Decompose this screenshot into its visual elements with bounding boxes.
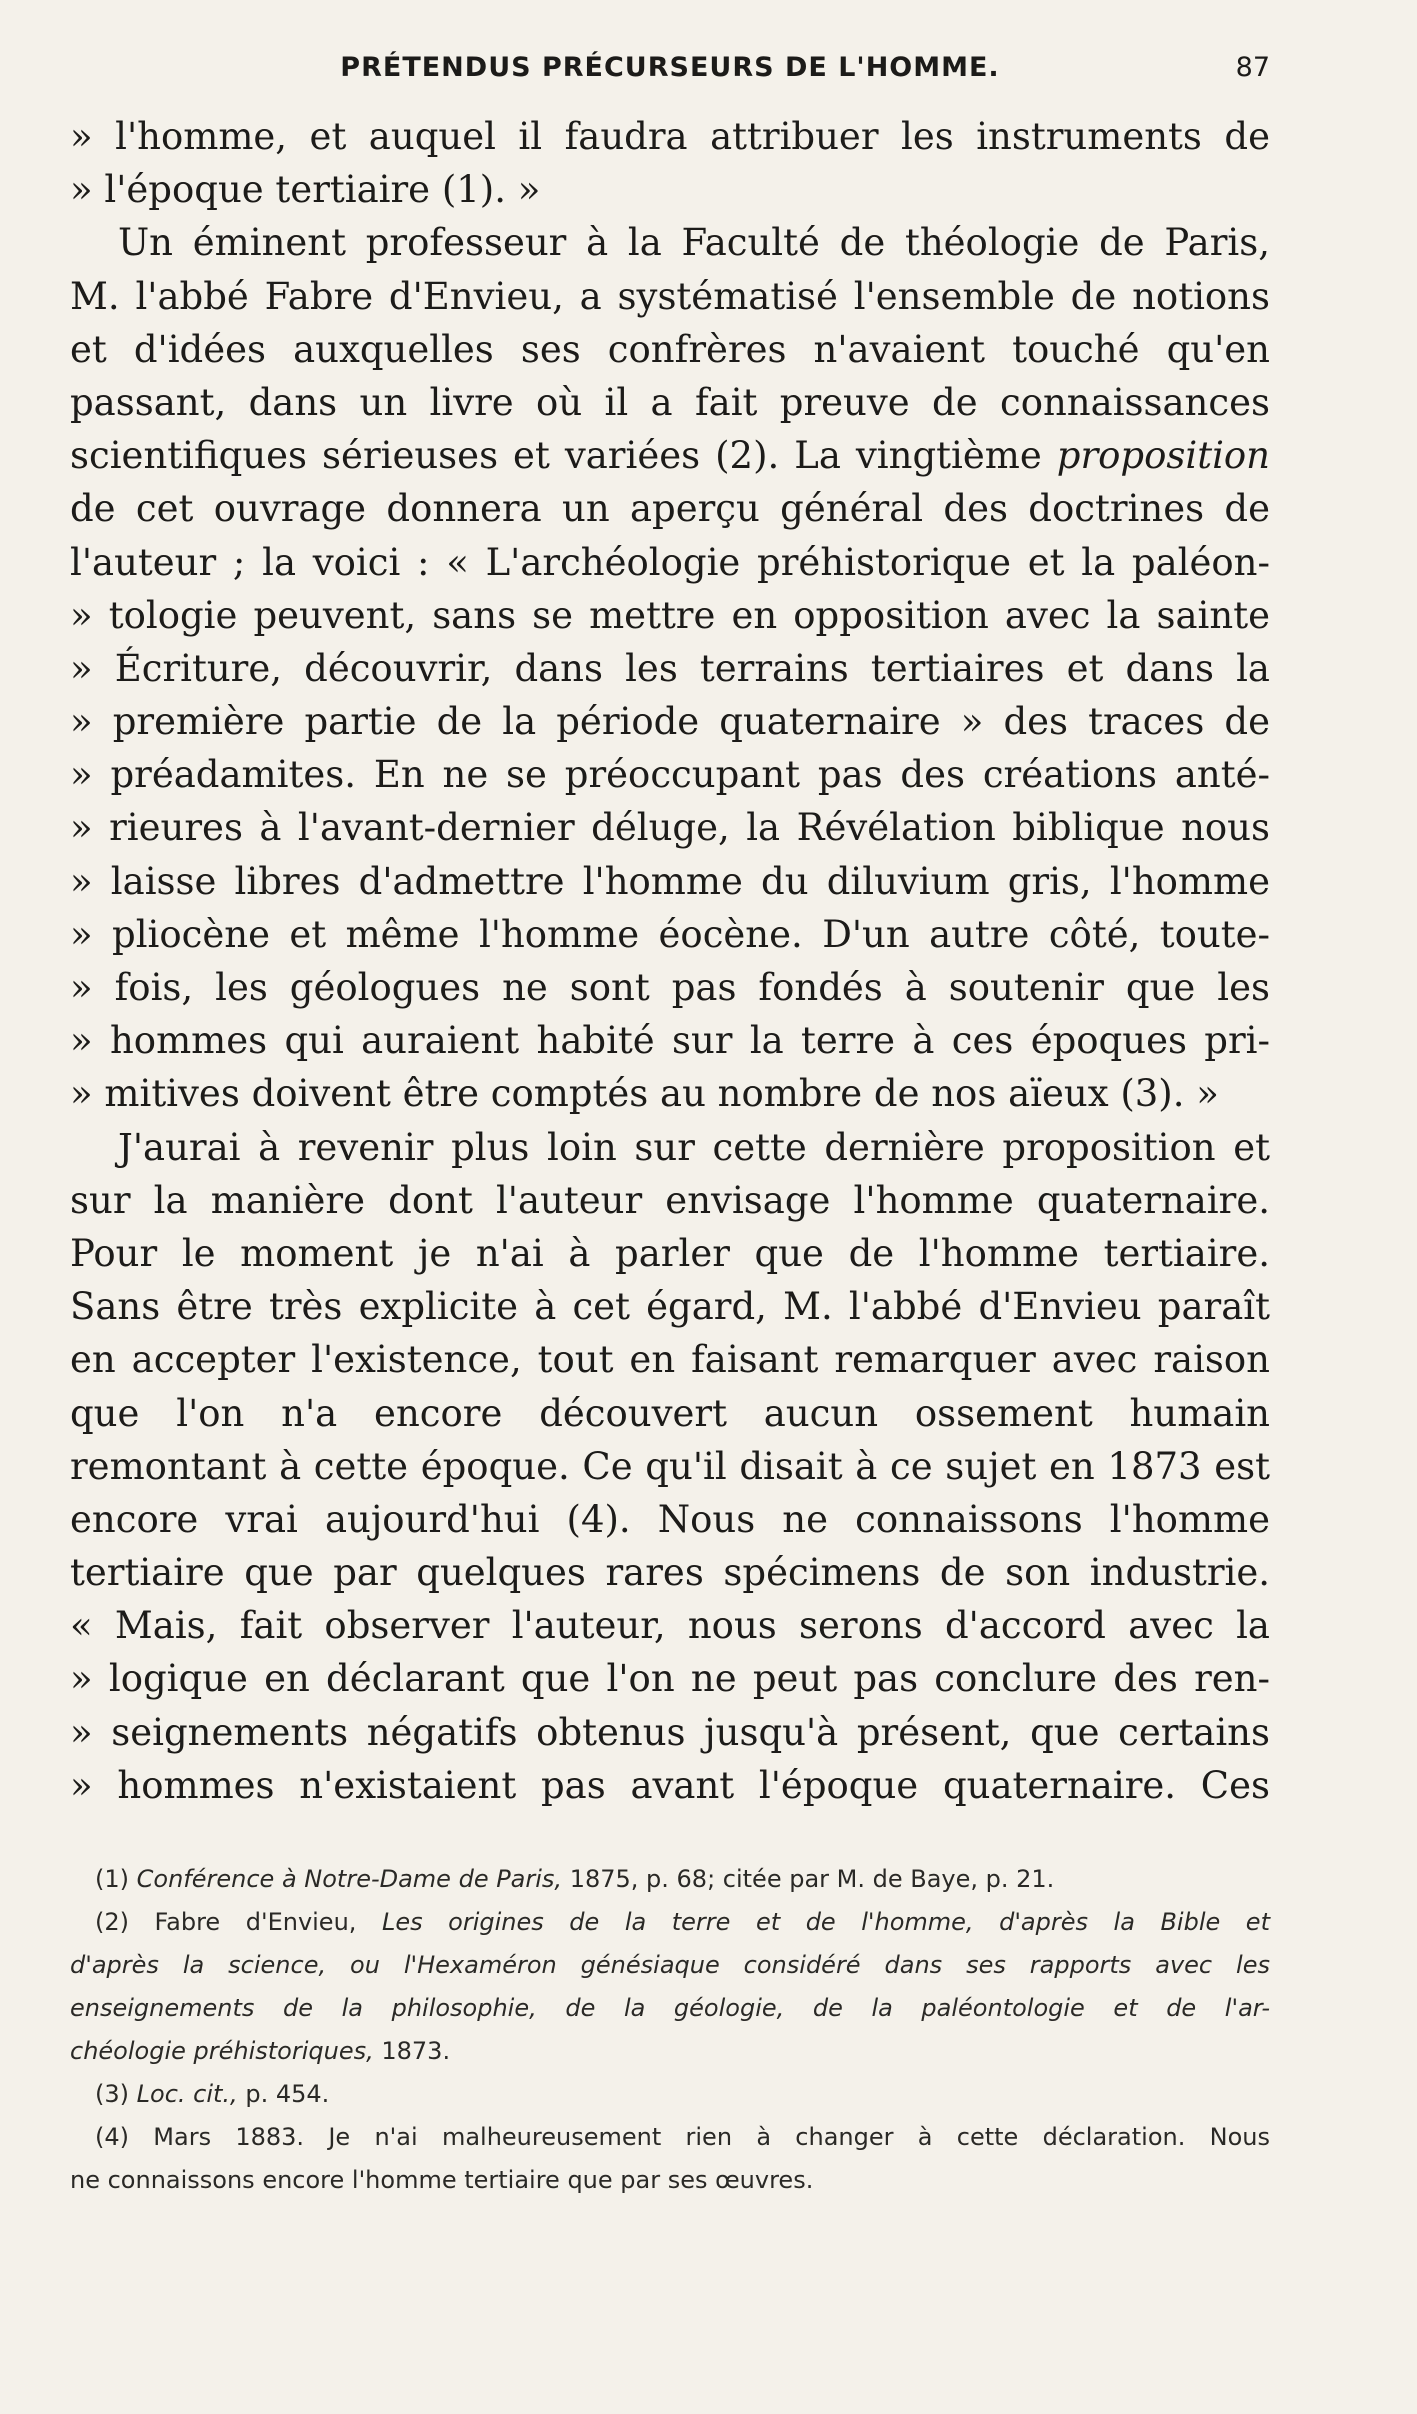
footnote-3 <box>70 2073 1270 2116</box>
text-line: » seignements négatifs obtenus jusqu'à présent, que certains <box>70 1710 1270 1754</box>
text-line: Pour le moment je n'ai à parler que de l'homme tertiaire. <box>70 1231 1270 1275</box>
text-line: J'aurai à revenir plus loin sur cette dernière proposition et <box>118 1125 1270 1169</box>
footnote-title: chéologie préhistoriques, <box>70 2037 374 2065</box>
text-line: en accepter l'existence, tout en faisant remarquer avec raison <box>70 1338 1270 1382</box>
text-line: M. l'abbé Fabre d'Envieu, a systématisé l'ensemble de notions <box>70 274 1270 318</box>
footnote-text: 1875, p. 68; citée par M. de Baye, p. 21. <box>569 1865 1055 1893</box>
text-line: » préadamites. En ne se préoccupant pas des créations anté- <box>70 753 1270 797</box>
footnote-2 <box>70 1901 1270 1944</box>
text-line <box>70 429 1270 482</box>
text-line: » fois, les géologues ne sont pas fondés à soutenir que les <box>70 966 1270 1009</box>
text-line: tertiaire que par quelques rares spécimens de son industrie. <box>70 1551 1270 1595</box>
text-line: » l'époque tertiaire (1). » <box>70 168 541 212</box>
text-line: » mitives doivent être comptés au nombre de nos aïeux (3). » <box>70 1072 1219 1116</box>
main-text <box>70 110 1270 1812</box>
footnote-2-line-4 <box>70 2030 1270 2073</box>
italic-word: proposition <box>1056 434 1271 478</box>
footnote-1 <box>70 1858 1270 1901</box>
text-line: et d'idées auxquelles ses confrères n'avaient touché qu'en <box>70 327 1270 371</box>
footnote-2-line-2: d'après la science, ou l'Hexaméron génésiaque considéré dans ses rapports avec les <box>70 1951 1270 1979</box>
text-line: » tologie peuvent, sans se mettre en opposition avec la sainte <box>70 593 1270 637</box>
text-line: remontant à cette époque. Ce qu'il disait à ce sujet en 1873 est <box>70 1444 1270 1488</box>
footnote-title: Conférence à Notre-Dame de Paris, <box>136 1865 563 1893</box>
footnote-number: (3) <box>95 2080 129 2108</box>
page-number: 87 <box>1235 52 1270 83</box>
footnote-4: (4) Mars 1883. Je n'ai malheureusement rien à changer à cette déclaration. Nous <box>95 2123 1270 2151</box>
text-line: passant, dans un livre où il a fait preuve de connaissances <box>70 380 1270 424</box>
page-header <box>70 52 1270 92</box>
text-line: « Mais, fait observer l'auteur, nous serons d'accord avec la <box>70 1604 1270 1648</box>
text-line: l'auteur ; la voici : « L'archéologie préhistorique et la paléon- <box>70 540 1270 584</box>
footnote-text: 1873. <box>381 2037 451 2065</box>
text-line: » hommes n'existaient pas avant l'époque quaternaire. Ces <box>70 1763 1270 1807</box>
text-segment: scientifiques sérieuses et variées (2). La vingtième <box>70 434 1042 478</box>
footnote-number: (1) <box>95 1865 129 1893</box>
text-line: Un éminent professeur à la Faculté de théologie de Paris, <box>118 221 1270 265</box>
text-line: encore vrai aujourd'hui (4). Nous ne connaissons l'homme <box>70 1497 1270 1541</box>
text-line: de cet ouvrage donnera un aperçu général des doctrines de <box>70 487 1270 531</box>
footnote-title: Loc. cit., <box>136 2080 238 2108</box>
footnote-text: (2) Fabre d'Envieu, <box>95 1908 357 1936</box>
text-line: » Écriture, découvrir, dans les terrains tertiaires et dans la <box>70 646 1270 690</box>
text-line: » l'homme, et auquel il faudra attribuer les instruments de <box>70 115 1270 158</box>
footnote-title: Les origines de la terre et de l'homme, d'après la Bible et <box>381 1908 1270 1936</box>
text-line: » pliocène et même l'homme éocène. D'un autre côté, toute- <box>70 912 1270 956</box>
footnote-text: p. 454. <box>245 2080 330 2108</box>
running-title: PRÉTENDUS PRÉCURSEURS DE L'HOMME. <box>340 52 1000 83</box>
footnotes <box>70 1858 1270 2202</box>
text-line: » hommes qui auraient habité sur la terre à ces époques pri- <box>70 1019 1270 1063</box>
footnote-2-line-3: enseignements de la philosophie, de la géologie, de la paléontologie et de l'ar- <box>70 1994 1270 2022</box>
text-line: » première partie de la période quaternaire » des traces de <box>70 700 1270 744</box>
text-line: » laisse libres d'admettre l'homme du diluvium gris, l'homme <box>70 859 1270 903</box>
text-line: que l'on n'a encore découvert aucun ossement humain <box>70 1391 1270 1435</box>
text-line: sur la manière dont l'auteur envisage l'homme quaternaire. <box>70 1178 1270 1222</box>
text-line: » logique en déclarant que l'on ne peut pas conclure des ren- <box>70 1657 1270 1701</box>
text-line: Sans être très explicite à cet égard, M. l'abbé d'Envieu paraît <box>70 1285 1270 1329</box>
text-line: » rieures à l'avant-dernier déluge, la Révélation biblique nous <box>70 806 1270 850</box>
footnote-4-line-2: ne connaissons encore l'homme tertiaire que par ses œuvres. <box>70 2166 814 2194</box>
